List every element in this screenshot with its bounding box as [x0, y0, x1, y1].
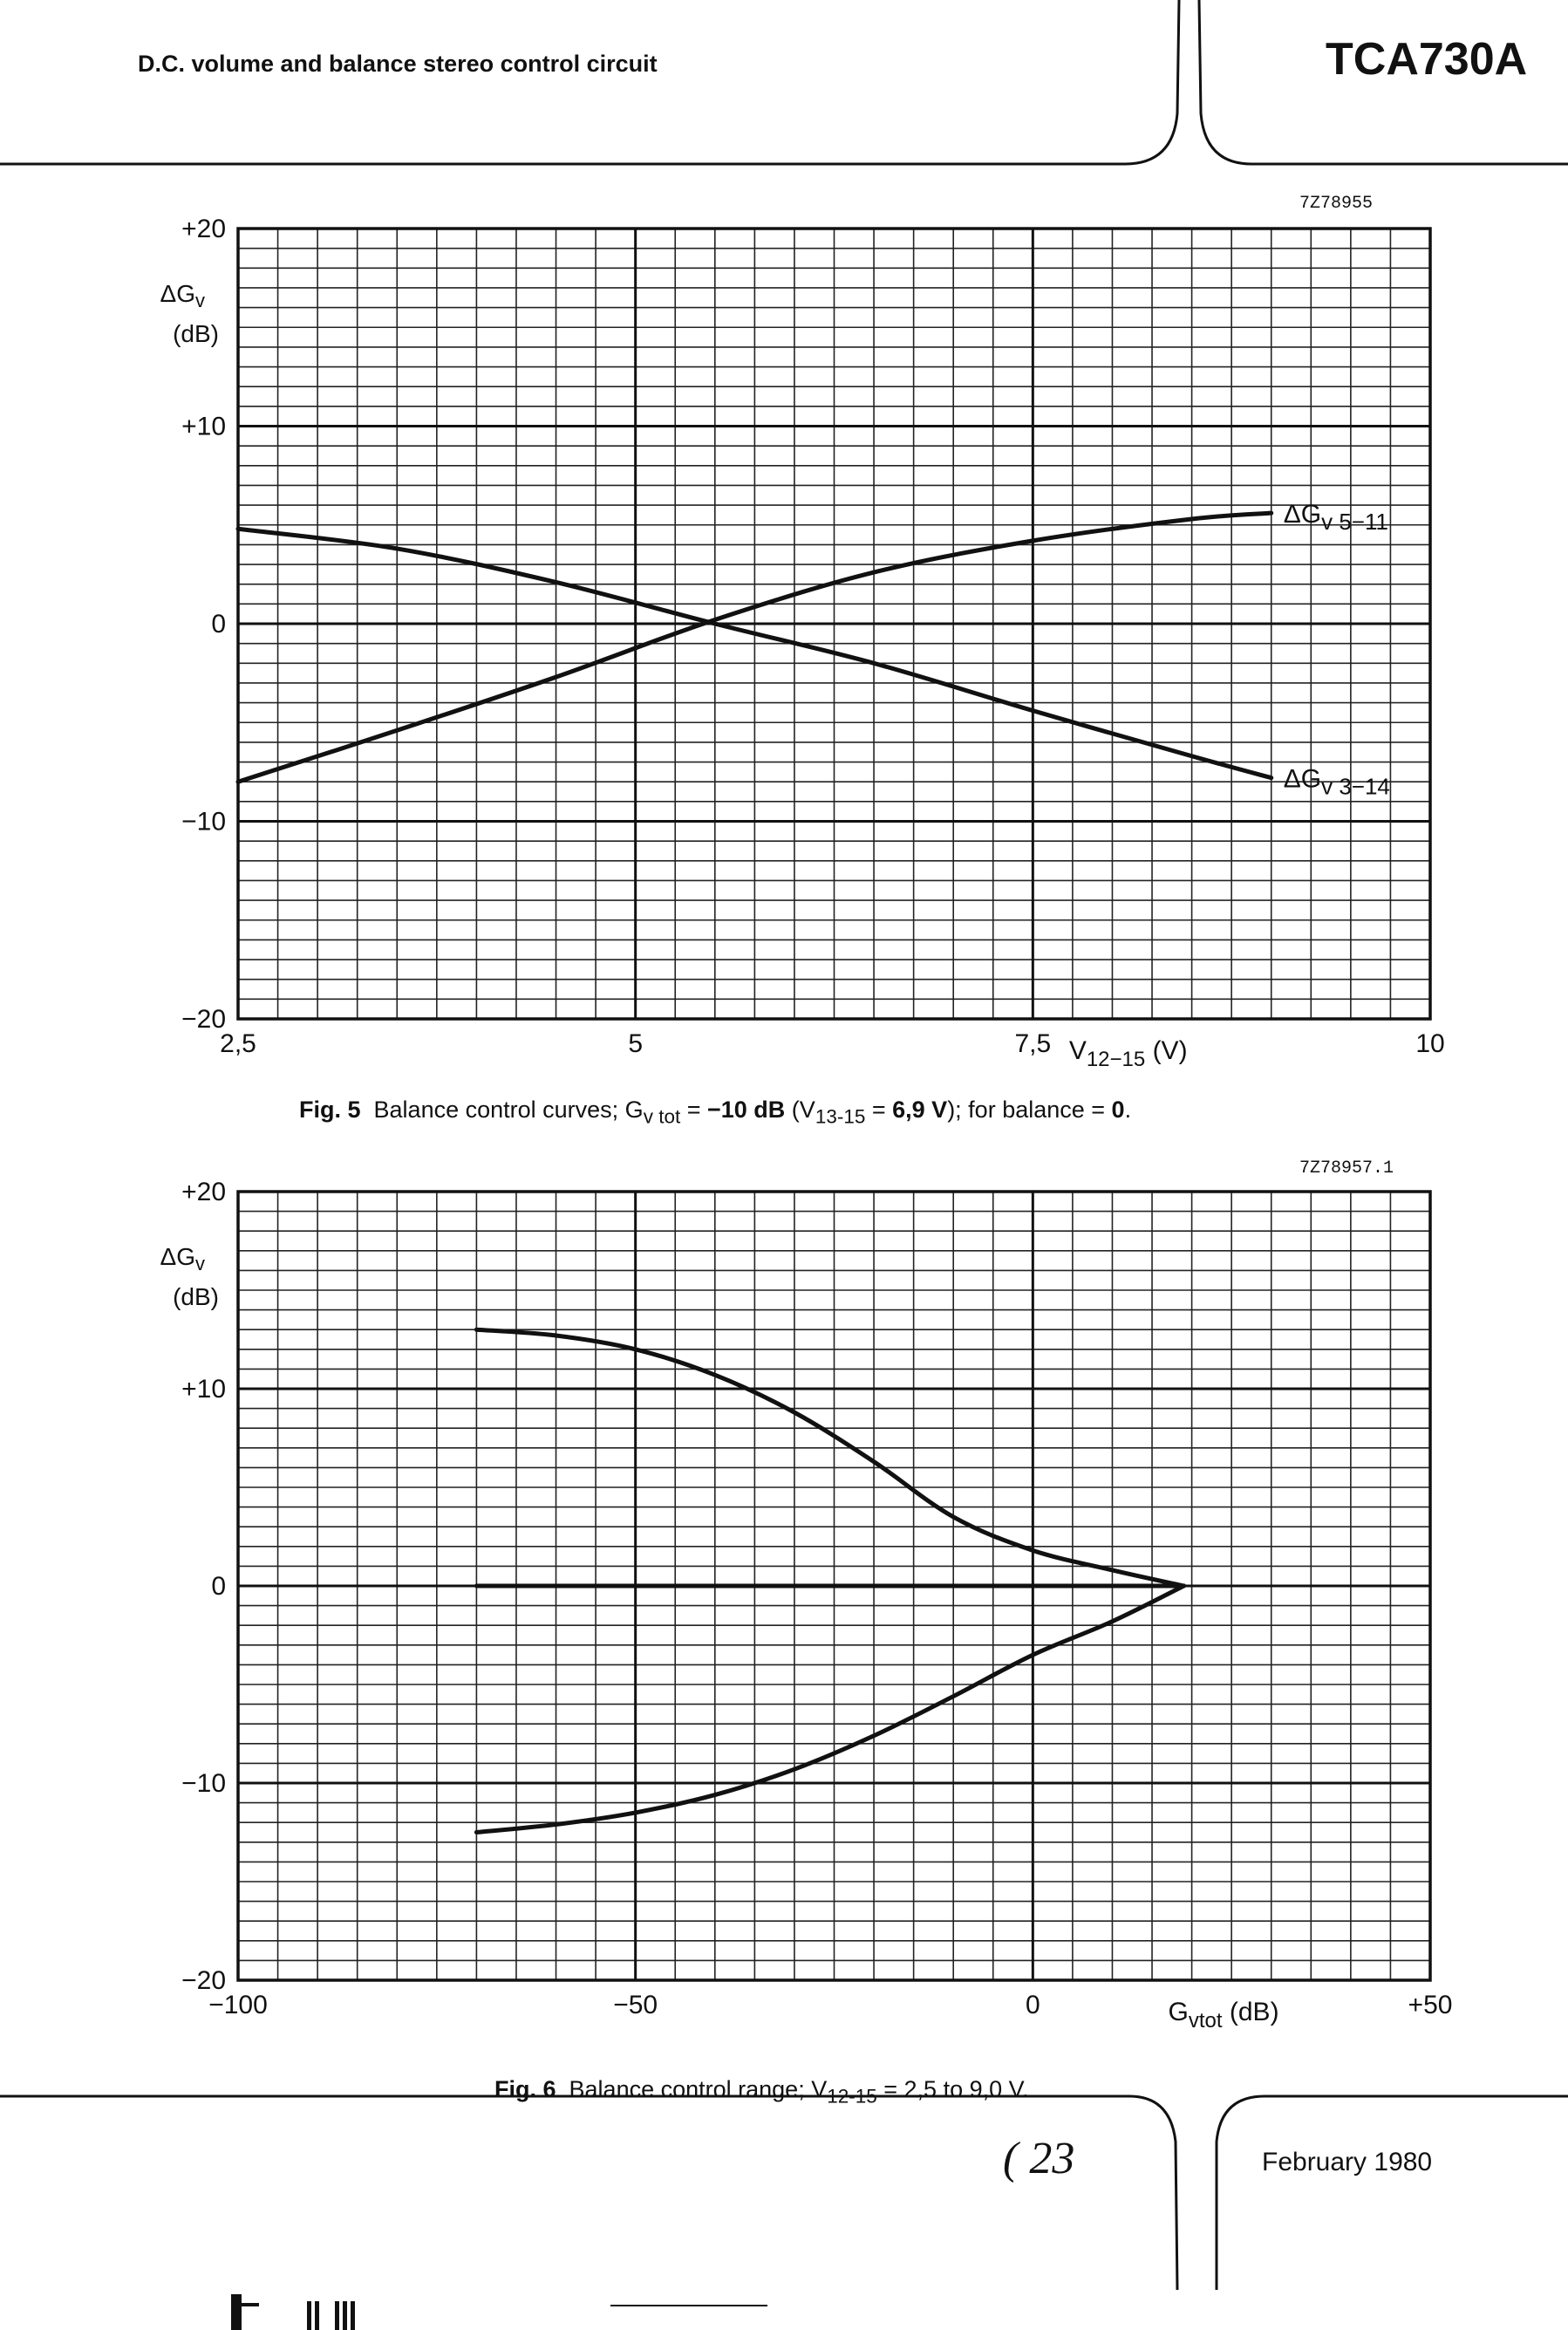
figure-5-caption — [299, 1097, 1131, 1128]
y-tick-label: −20 — [181, 1966, 226, 1995]
figure-6-ref: 7Z78957.1 — [1299, 1158, 1394, 1179]
x-tick-label: 10 — [1415, 1029, 1445, 1058]
caption-text: Balance control curves; G — [373, 1097, 644, 1123]
caption-sub: 13-15 — [815, 1105, 866, 1128]
y-axis-unit: (dB) — [173, 1283, 219, 1310]
caption-sub: v tot — [643, 1105, 681, 1128]
x-tick-label: −50 — [613, 1991, 658, 2019]
part-number: TCA730A — [1326, 34, 1528, 85]
figure-5-ref: 7Z78955 — [1299, 194, 1374, 214]
caption-sub: 12-15 — [827, 2085, 877, 2108]
y-tick-label: 0 — [211, 1572, 226, 1601]
x-axis-label: $V_{12-15}$ (V) — [1068, 1036, 1188, 1071]
series-line-2 — [476, 1586, 1183, 1833]
series-line-0 — [476, 1329, 1183, 1586]
document-title: D.C. volume and balance stereo control circuit — [138, 51, 658, 77]
x-tick-label: 0 — [1025, 1991, 1040, 2019]
page-number: ( 23 — [1003, 2134, 1075, 2183]
caption-text: . — [1124, 1097, 1132, 1123]
x-tick-label: +50 — [1408, 1991, 1453, 2019]
caption-text: = — [680, 1097, 707, 1123]
y-tick-label: −20 — [181, 1005, 226, 1034]
x-tick-label: 5 — [628, 1029, 644, 1058]
x-tick-label: 7,5 — [1014, 1029, 1052, 1058]
caption-value: 0 — [1111, 1097, 1125, 1123]
caption-text: = — [865, 1097, 893, 1123]
figure-5-chart — [0, 0, 1568, 1134]
figure-6-number: Fig. 6 — [494, 2076, 556, 2102]
y-tick-label: +20 — [181, 1178, 226, 1206]
y-tick-label: +10 — [181, 412, 226, 441]
y-tick-label: −10 — [181, 807, 226, 837]
caption-text: = 2,5 to 9,0 V. — [876, 2076, 1029, 2102]
y-tick-label: +20 — [181, 215, 226, 243]
y-axis-unit: (dB) — [173, 320, 219, 347]
caption-value: −10 dB — [707, 1097, 786, 1123]
caption-text: ); for balance = — [947, 1097, 1112, 1123]
caption-text: Balance control range; V — [569, 2076, 828, 2102]
y-tick-label: 0 — [211, 610, 226, 639]
figure-5-number: Fig. 5 — [299, 1097, 361, 1123]
figure-6-chart — [0, 1134, 1568, 2094]
y-tick-label: −10 — [181, 1769, 226, 1798]
y-tick-label: +10 — [181, 1375, 226, 1404]
y-axis-label: $\Delta G_v$ — [160, 280, 205, 311]
caption-text: (V — [785, 1097, 815, 1123]
caption-value: 6,9 V — [892, 1097, 948, 1123]
x-axis-label: $G_{vtot}$ (dB) — [1168, 1998, 1279, 2033]
series-label-0: ΔGv 5−11 — [1283, 500, 1388, 536]
x-tick-label: 2,5 — [220, 1029, 256, 1058]
series-label-1: ΔGv 3−14 — [1283, 764, 1390, 800]
y-axis-label: $\Delta G_v$ — [160, 1243, 205, 1274]
x-tick-label: −100 — [208, 1991, 268, 2019]
footer-date: February 1980 — [1262, 2148, 1433, 2176]
figure-6-caption — [494, 2076, 1029, 2108]
